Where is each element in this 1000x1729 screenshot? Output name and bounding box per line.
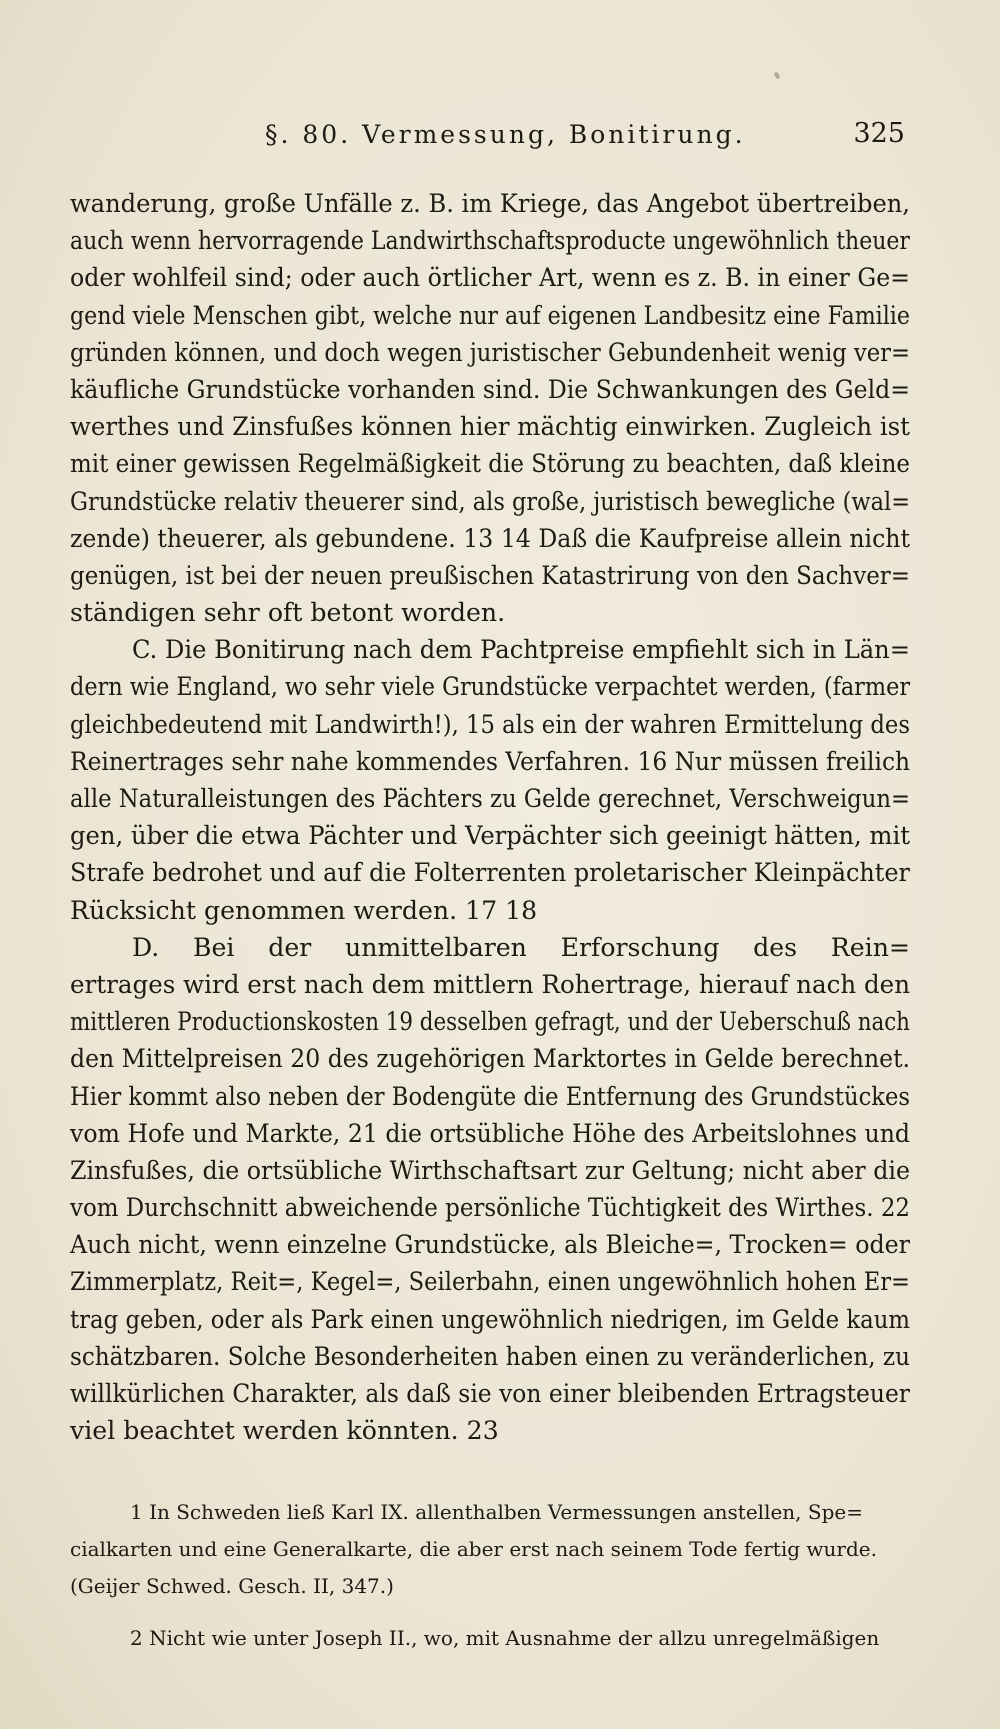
text-line: viel beachtet werden könnten. 23 <box>70 1416 499 1446</box>
text-line: Reinertrages sehr nahe kommendes Verfahren. 16 Nur müssen freilich <box>70 746 911 776</box>
text-line: den Mittelpreisen 20 des zugehörigen Marktortes in Gelde berechnet. <box>70 1044 911 1074</box>
text-line: mit einer gewissen Regelmäßigkeit die Störung zu beachten, daß kleine <box>70 449 910 479</box>
footnote-1-line: cialkarten und eine Generalkarte, die aber erst nach seinem Tode fertig wurde. <box>70 1537 877 1562</box>
text-line: trag geben, oder als Park einen ungewöhnlich niedrigen, im Gelde kaum <box>70 1304 911 1334</box>
text-line: Auch nicht, wenn einzelne Grundstücke, als Bleiche=, Trocken= oder <box>70 1230 911 1260</box>
text-line: dern wie England, wo sehr viele Grundstücke verpachtet werden, (farmer <box>70 672 911 702</box>
text-line: genügen, ist bei der neuen preußischen Katastrirung von den Sachver= <box>70 560 910 590</box>
footnote-1-line: (Geijer Schwed. Gesch. II, 347.) <box>70 1574 394 1599</box>
paragraph-start-line: C. Die Bonitirung nach dem Pachtpreise empfiehlt sich in Län= <box>132 635 910 665</box>
page-header <box>70 112 905 152</box>
text-line: ertrages wird erst nach dem mittlern Rohertrage, hierauf nach den <box>70 969 911 999</box>
text-line: ständigen sehr oft betont worden. <box>70 598 506 628</box>
text-line: Strafe bedrohet und auf die Folterrenten proletarischer Kleinpächter <box>70 858 910 888</box>
text-line: schätzbaren. Solche Besonderheiten haben einen zu veränderlichen, zu <box>70 1341 910 1371</box>
text-line: zende) theuerer, als gebundene. 13 14 Daß die Kaufpreise allein nicht <box>70 523 910 553</box>
text-line: oder wohlfeil sind; oder auch örtlicher Art, wenn es z. B. in einer Ge= <box>70 263 910 293</box>
text-line: vom Durchschnitt abweichende persönliche Tüchtigkeit des Wirthes. 22 <box>70 1193 911 1223</box>
page-number: 325 <box>853 118 905 149</box>
body-text <box>70 185 910 1449</box>
text-line: alle Naturalleistungen des Pächters zu Gelde gerechnet, Verschweigun= <box>70 784 911 813</box>
text-line: gend viele Menschen gibt, welche nur auf eigenen Landbesitz eine Familie <box>70 300 910 330</box>
text-line: gen, über die etwa Pächter und Verpächter sich geeinigt hätten, mit <box>70 821 910 851</box>
text-line: gleichbedeutend mit Landwirth!), 15 als ein der wahren Ermittelung des <box>70 709 910 739</box>
footnote-2-line: 2 Nicht wie unter Joseph II., wo, mit Ausnahme der allzu unregelmäßigen <box>130 1625 880 1650</box>
paper-speck <box>774 71 781 79</box>
text-line: auch wenn hervorragende Landwirthschaftsproducte ungewöhnlich theuer <box>70 226 910 256</box>
text-line: Rücksicht genommen werden. 17 18 <box>70 895 538 925</box>
text-line: willkürlichen Charakter, als daß sie von einer bleibenden Ertragsteuer <box>70 1379 910 1408</box>
footnotes <box>70 1496 910 1659</box>
text-line: wanderung, große Unfälle z. B. im Kriege, das Angebot übertreiben, <box>70 189 910 218</box>
text-line: vom Hofe und Markte, 21 die ortsübliche Höhe des Arbeitslohnes und <box>70 1118 911 1148</box>
text-line: Grundstücke relativ theuerer sind, als große, juristisch bewegliche (wal= <box>70 486 911 516</box>
text-line: gründen können, und doch wegen juristischer Gebundenheit wenig ver= <box>70 337 911 367</box>
running-head: §. 80. Vermessung, Bonitirung. <box>265 120 746 149</box>
text-line: Hier kommt also neben der Bodengüte die Entfernung des Grundstückes <box>70 1081 911 1111</box>
text-line: Zinsfußes, die ortsübliche Wirthschaftsart zur Geltung; nicht aber die <box>70 1155 910 1185</box>
paragraph-start-line: D. Bei der unmittelbaren Erforschung des Rein= <box>132 932 911 962</box>
text-line: werthes und Zinsfußes können hier mächtig einwirken. Zugleich ist <box>70 412 910 442</box>
text-line: käufliche Grundstücke vorhanden sind. Die Schwankungen des Geld= <box>70 374 911 404</box>
text-line: mittleren Productionskosten 19 desselben gefragt, und der Ueberschuß nach <box>70 1007 910 1037</box>
text-line: Zimmerplatz, Reit=, Kegel=, Seilerbahn, einen ungewöhnlich hohen Er= <box>70 1267 910 1297</box>
footnote-1-line: 1 In Schweden ließ Karl IX. allenthalben Vermessungen anstellen, Spe= <box>130 1500 863 1524</box>
footnote-gap <box>70 1608 910 1622</box>
